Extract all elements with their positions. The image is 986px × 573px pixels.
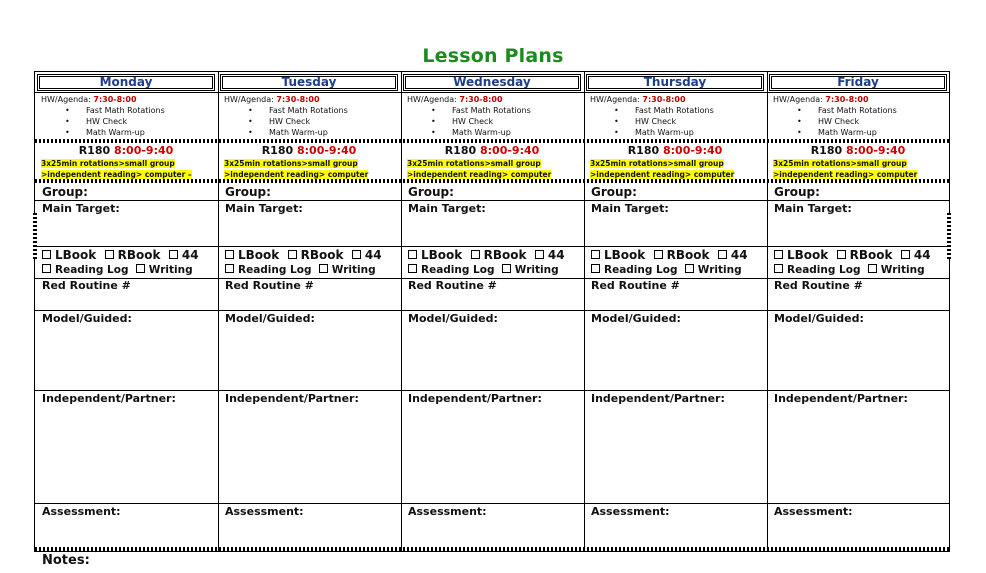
hw-item: • HW Check: [41, 116, 165, 127]
rotations-note: [407, 158, 551, 180]
checkbox[interactable]: [408, 250, 417, 259]
hw-item: • Math Warm-up: [224, 127, 348, 138]
day-header: Friday: [769, 74, 947, 91]
rbook-label: RBook: [849, 248, 893, 262]
assessment-label: Assessment:: [408, 505, 487, 518]
hw-label: HW/Agenda:: [407, 95, 457, 104]
rotations-line: 3x25min rotations>small group: [773, 159, 907, 168]
r180-label: R180: [627, 144, 660, 157]
checkbox[interactable]: [408, 264, 417, 273]
checkbox[interactable]: [169, 250, 178, 259]
main-target-label: Main Target:: [774, 202, 852, 215]
rotations-note: [590, 158, 734, 180]
rotations-note: [41, 158, 192, 180]
reading-log-label: Reading Log: [604, 264, 678, 276]
red-routine-label: Red Routine #: [591, 279, 680, 292]
checkbox[interactable]: [502, 264, 511, 273]
hw-item: • Math Warm-up: [41, 127, 165, 138]
rbook-label: RBook: [483, 248, 527, 262]
num44-label: 44: [181, 248, 199, 262]
lesson-plan-table: [34, 71, 950, 552]
checkbox[interactable]: [837, 250, 846, 259]
red-routine-label: Red Routine #: [774, 279, 863, 292]
group-label: Group:: [591, 185, 637, 199]
num44-label: 44: [364, 248, 382, 262]
red-routine-label: Red Routine #: [42, 279, 131, 292]
rbook-label: RBook: [117, 248, 161, 262]
main-target-label: Main Target:: [225, 202, 303, 215]
rotations-line: 3x25min rotations>small group: [224, 159, 358, 168]
r180-label: R180: [78, 144, 111, 157]
r180-time: 8:00-9:40: [662, 144, 723, 157]
red-routine-label: Red Routine #: [408, 279, 497, 292]
reading-log-label: Reading Log: [787, 264, 861, 276]
writing-label: Writing: [880, 264, 925, 276]
hw-agenda: [41, 94, 165, 138]
hw-agenda: [590, 94, 714, 138]
model-guided-label: Model/Guided:: [42, 312, 132, 325]
hw-item: • HW Check: [224, 116, 348, 127]
writing-label: Writing: [514, 264, 559, 276]
hw-item: • Fast Math Rotations: [407, 105, 531, 116]
hw-label: HW/Agenda:: [224, 95, 274, 104]
checkbox[interactable]: [225, 264, 234, 273]
r180-time: 8:00-9:40: [296, 144, 357, 157]
r180-block: [584, 144, 766, 158]
rotations-line: >independent reading> computer –: [41, 170, 192, 179]
lbook-label: LBook: [787, 248, 829, 262]
checkbox[interactable]: [42, 250, 51, 259]
hw-item: • HW Check: [590, 116, 714, 127]
checkbox[interactable]: [225, 250, 234, 259]
checkbox[interactable]: [288, 250, 297, 259]
checkbox[interactable]: [471, 250, 480, 259]
hw-item: • Fast Math Rotations: [590, 105, 714, 116]
r180-block: [35, 144, 217, 158]
hw-item: • Math Warm-up: [590, 127, 714, 138]
hw-time: 7:30-8:00: [459, 95, 503, 104]
num44-label: 44: [547, 248, 565, 262]
independent-partner-label: Independent/Partner:: [225, 392, 359, 405]
hw-time: 7:30-8:00: [93, 95, 137, 104]
day-column-monday: [35, 72, 217, 551]
hw-label: HW/Agenda:: [41, 95, 91, 104]
rotations-line: 3x25min rotations>small group: [590, 159, 724, 168]
hw-item: • Fast Math Rotations: [224, 105, 348, 116]
checkbox[interactable]: [105, 250, 114, 259]
assessment-label: Assessment:: [591, 505, 670, 518]
rbook-label: RBook: [300, 248, 344, 262]
hw-time: 7:30-8:00: [642, 95, 686, 104]
checkbox[interactable]: [136, 264, 145, 273]
num44-label: 44: [913, 248, 931, 262]
hw-item: • Fast Math Rotations: [773, 105, 897, 116]
rotations-line: >independent reading> computer: [773, 170, 918, 179]
materials-checklist: [225, 248, 382, 278]
checkbox[interactable]: [591, 250, 600, 259]
hw-item: • Math Warm-up: [773, 127, 897, 138]
lbook-label: LBook: [604, 248, 646, 262]
rotations-line: 3x25min rotations>small group: [407, 159, 541, 168]
rotations-line: >independent reading> computer: [224, 170, 369, 179]
materials-checklist: [408, 248, 565, 278]
day-column-thursday: [584, 72, 766, 551]
independent-partner-label: Independent/Partner:: [774, 392, 908, 405]
r180-label: R180: [261, 144, 294, 157]
hw-time: 7:30-8:00: [825, 95, 869, 104]
rotations-line: >independent reading> computer: [407, 170, 552, 179]
checkbox[interactable]: [868, 264, 877, 273]
notes-label: Notes:: [42, 553, 90, 568]
day-header: Tuesday: [220, 74, 398, 91]
main-target-label: Main Target:: [42, 202, 120, 215]
checkbox[interactable]: [901, 250, 910, 259]
model-guided-label: Model/Guided:: [774, 312, 864, 325]
hw-time: 7:30-8:00: [276, 95, 320, 104]
assessment-label: Assessment:: [774, 505, 853, 518]
r180-block: [767, 144, 949, 158]
day-header: Wednesday: [403, 74, 581, 91]
independent-partner-label: Independent/Partner:: [408, 392, 542, 405]
reading-log-label: Reading Log: [238, 264, 312, 276]
hw-agenda: [407, 94, 531, 138]
writing-label: Writing: [148, 264, 193, 276]
main-target-label: Main Target:: [408, 202, 486, 215]
red-routine-label: Red Routine #: [225, 279, 314, 292]
lbook-label: LBook: [238, 248, 280, 262]
checkbox[interactable]: [654, 250, 663, 259]
materials-checklist: [42, 248, 199, 278]
group-label: Group:: [225, 185, 271, 199]
r180-time: 8:00-9:40: [845, 144, 906, 157]
day-column-tuesday: [218, 72, 400, 551]
checkbox[interactable]: [591, 264, 600, 273]
r180-time: 8:00-9:40: [113, 144, 174, 157]
num44-label: 44: [730, 248, 748, 262]
r180-block: [218, 144, 400, 158]
assessment-label: Assessment:: [225, 505, 304, 518]
group-label: Group:: [42, 185, 88, 199]
model-guided-label: Model/Guided:: [225, 312, 315, 325]
checkbox[interactable]: [352, 250, 361, 259]
materials-checklist: [591, 248, 748, 278]
group-label: Group:: [774, 185, 820, 199]
day-column-wednesday: [401, 72, 583, 551]
r180-label: R180: [444, 144, 477, 157]
day-header: Monday: [37, 74, 215, 91]
hw-item: • Math Warm-up: [407, 127, 531, 138]
hw-item: • Fast Math Rotations: [41, 105, 165, 116]
r180-time: 8:00-9:40: [479, 144, 540, 157]
day-column-friday: [767, 72, 949, 551]
checkbox[interactable]: [535, 250, 544, 259]
hw-label: HW/Agenda:: [773, 95, 823, 104]
lbook-label: LBook: [55, 248, 97, 262]
hw-agenda: [773, 94, 897, 138]
r180-block: [401, 144, 583, 158]
rotations-line: >independent reading> computer: [590, 170, 735, 179]
hw-agenda: [224, 94, 348, 138]
checkbox[interactable]: [774, 264, 783, 273]
independent-partner-label: Independent/Partner:: [591, 392, 725, 405]
rotations-line: 3x25min rotations>small group: [41, 159, 175, 168]
assessment-label: Assessment:: [42, 505, 121, 518]
main-target-label: Main Target:: [591, 202, 669, 215]
materials-checklist: [774, 248, 931, 278]
writing-label: Writing: [331, 264, 376, 276]
lbook-label: LBook: [421, 248, 463, 262]
rotations-note: [773, 158, 917, 180]
hw-item: • HW Check: [773, 116, 897, 127]
checkbox[interactable]: [319, 264, 328, 273]
writing-label: Writing: [697, 264, 742, 276]
checkbox[interactable]: [718, 250, 727, 259]
r180-label: R180: [810, 144, 843, 157]
model-guided-label: Model/Guided:: [591, 312, 681, 325]
rbook-label: RBook: [666, 248, 710, 262]
hw-label: HW/Agenda:: [590, 95, 640, 104]
hw-item: • HW Check: [407, 116, 531, 127]
group-label: Group:: [408, 185, 454, 199]
checkbox[interactable]: [42, 264, 51, 273]
reading-log-label: Reading Log: [421, 264, 495, 276]
checkbox[interactable]: [685, 264, 694, 273]
independent-partner-label: Independent/Partner:: [42, 392, 176, 405]
day-header: Thursday: [586, 74, 764, 91]
model-guided-label: Model/Guided:: [408, 312, 498, 325]
rotations-note: [224, 158, 368, 180]
checkbox[interactable]: [774, 250, 783, 259]
reading-log-label: Reading Log: [55, 264, 129, 276]
page-title: Lesson Plans: [422, 45, 564, 67]
